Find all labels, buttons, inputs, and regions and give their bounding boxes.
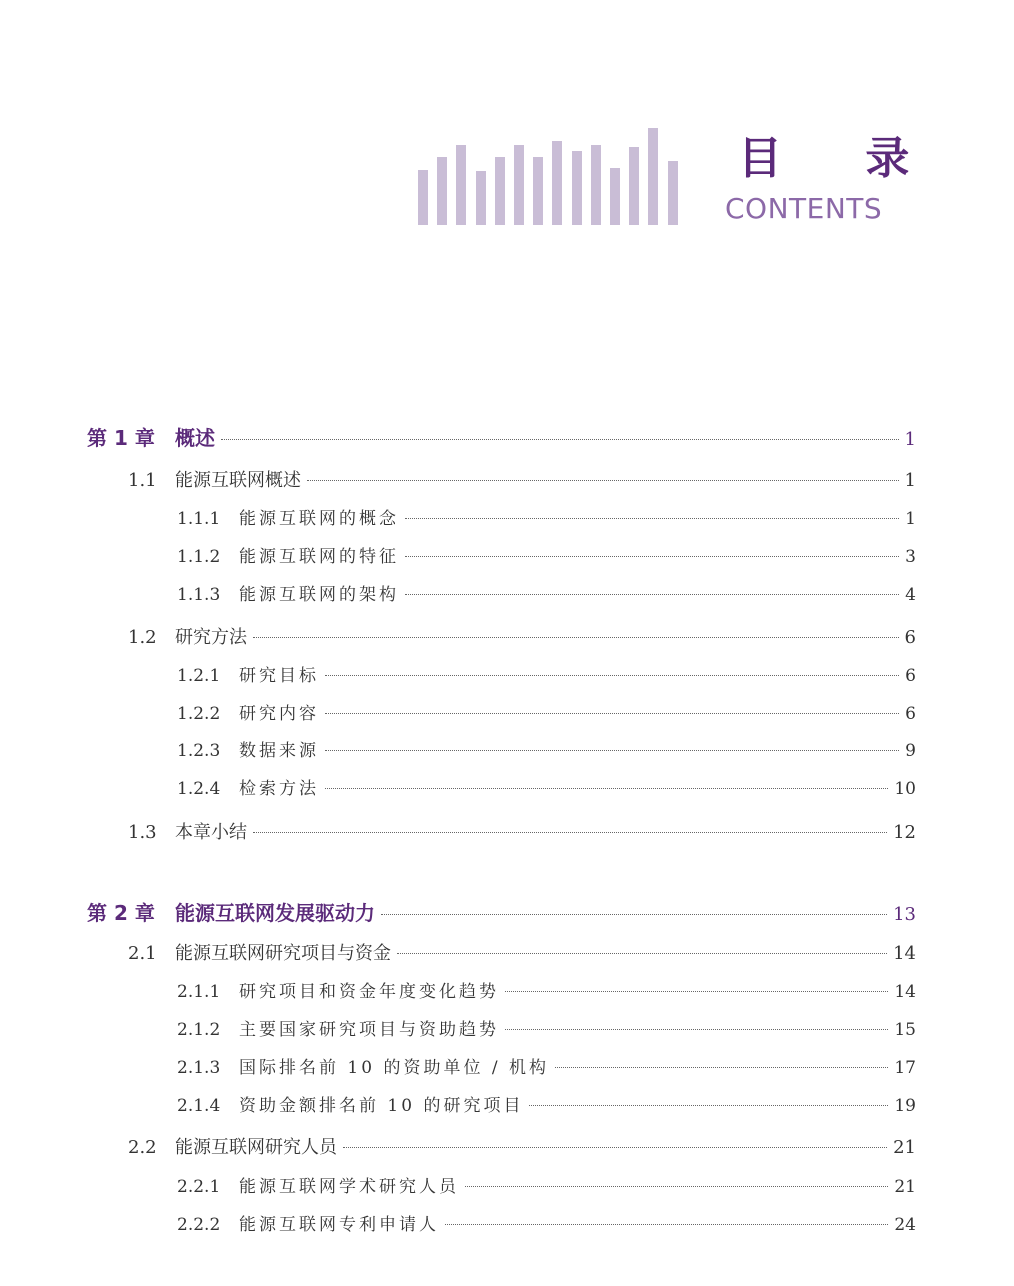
toc-title: 国际排名前 10 的资助单位 / 机构 <box>239 1058 549 1078</box>
toc-leader-dots <box>405 594 899 595</box>
page-subtitle: CONTENTS <box>725 192 883 225</box>
toc-page-number: 9 <box>905 741 916 761</box>
toc-number: 1.3 <box>128 822 157 843</box>
toc-leader-dots <box>505 991 888 992</box>
toc-leader-dots <box>307 480 899 481</box>
toc-number: 1.1 <box>128 470 157 491</box>
toc-sub[interactable] <box>177 774 916 799</box>
toc-chapter[interactable] <box>87 897 916 926</box>
toc-number: 1.2.3 <box>177 741 221 761</box>
toc-number: 1.1.3 <box>177 585 221 605</box>
toc-page-number: 1 <box>904 429 916 450</box>
toc-page-number: 1 <box>905 509 916 529</box>
toc-section[interactable] <box>128 939 916 965</box>
toc-page-number: 12 <box>893 822 916 843</box>
decorative-bar <box>648 128 658 225</box>
toc-number: 2.2.2 <box>177 1215 221 1235</box>
toc-leader-dots <box>325 713 899 714</box>
toc-title: 概述 <box>175 426 215 450</box>
page-title: 目 录 <box>738 133 944 184</box>
toc-title: 能源互联网的架构 <box>239 585 399 605</box>
toc-number: 1.2.4 <box>177 779 221 799</box>
toc-leader-dots <box>325 675 899 676</box>
decorative-bar <box>495 157 505 225</box>
toc-title: 能源互联网的特征 <box>239 547 399 567</box>
toc-page-number: 1 <box>904 470 916 491</box>
toc-title: 研究目标 <box>239 666 319 686</box>
toc-number: 第 2 章 <box>87 901 155 925</box>
toc-leader-dots <box>325 788 888 789</box>
toc-page-number: 6 <box>905 704 916 724</box>
decorative-bar <box>456 145 466 225</box>
toc-leader-dots <box>381 914 887 915</box>
decorative-bar <box>418 170 428 225</box>
decorative-bar <box>533 157 543 225</box>
toc-page-number: 14 <box>893 943 916 964</box>
decorative-bar <box>610 168 620 225</box>
toc-page-number: 13 <box>893 904 916 925</box>
toc-title: 研究项目和资金年度变化趋势 <box>239 982 499 1002</box>
toc-section[interactable] <box>128 466 916 492</box>
toc-sub[interactable] <box>177 504 916 529</box>
toc-sub[interactable] <box>177 580 916 605</box>
toc-sub[interactable] <box>177 1210 916 1235</box>
toc-title: 本章小结 <box>175 822 247 843</box>
toc-title: 能源互联网发展驱动力 <box>175 901 375 925</box>
toc-page-number: 4 <box>905 585 916 605</box>
toc-page-number: 3 <box>905 547 916 567</box>
toc-sub[interactable] <box>177 1015 916 1040</box>
toc-chapter[interactable] <box>87 422 916 451</box>
toc-leader-dots <box>397 953 887 954</box>
toc-number: 1.1.2 <box>177 547 221 567</box>
decorative-bars <box>418 120 688 225</box>
toc-title: 数据来源 <box>239 741 319 761</box>
toc-number: 2.1 <box>128 943 157 964</box>
toc-number: 1.1.1 <box>177 509 221 529</box>
toc-title: 能源互联网概述 <box>175 470 301 491</box>
toc-leader-dots <box>253 832 887 833</box>
toc-page-number: 21 <box>893 1137 916 1158</box>
toc-page-number: 10 <box>894 779 916 799</box>
toc-leader-dots <box>253 637 899 638</box>
decorative-bar <box>476 171 486 225</box>
decorative-bar <box>572 151 582 225</box>
toc-page-number: 6 <box>904 627 916 648</box>
toc-page-number: 6 <box>905 666 916 686</box>
toc-number: 2.1.3 <box>177 1058 221 1078</box>
toc-sub[interactable] <box>177 736 916 761</box>
toc-leader-dots <box>405 556 899 557</box>
toc-sub[interactable] <box>177 1091 916 1116</box>
toc-leader-dots <box>325 750 899 751</box>
toc-page-number: 17 <box>894 1058 916 1078</box>
toc-section[interactable] <box>128 623 916 649</box>
decorative-bar <box>668 161 678 225</box>
toc-number: 2.1.1 <box>177 982 221 1002</box>
toc-number: 1.2 <box>128 627 157 648</box>
toc-number: 1.2.2 <box>177 704 221 724</box>
toc-page-number: 15 <box>894 1020 916 1040</box>
toc-page-number: 21 <box>894 1177 916 1197</box>
decorative-bar <box>552 141 562 225</box>
toc-title: 资助金额排名前 10 的研究项目 <box>239 1096 524 1116</box>
toc-title: 检索方法 <box>239 779 319 799</box>
toc-sub[interactable] <box>177 977 916 1002</box>
toc-title: 能源互联网研究人员 <box>175 1137 337 1158</box>
toc-title: 能源互联网专利申请人 <box>239 1215 439 1235</box>
decorative-bar <box>591 145 601 225</box>
toc-leader-dots <box>555 1067 888 1068</box>
toc-title: 研究内容 <box>239 704 319 724</box>
toc-title: 能源互联网研究项目与资金 <box>175 943 391 964</box>
toc-number: 2.1.4 <box>177 1096 221 1116</box>
toc-number: 2.2.1 <box>177 1177 221 1197</box>
toc-page-number: 24 <box>894 1215 916 1235</box>
toc-title: 研究方法 <box>175 627 247 648</box>
toc-leader-dots <box>221 439 899 440</box>
decorative-bar <box>629 147 639 225</box>
decorative-bar <box>437 157 447 225</box>
toc-title: 能源互联网学术研究人员 <box>239 1177 459 1197</box>
toc-sub[interactable] <box>177 1172 916 1197</box>
toc-sub[interactable] <box>177 699 916 724</box>
toc-number: 1.2.1 <box>177 666 221 686</box>
toc-title: 主要国家研究项目与资助趋势 <box>239 1020 499 1040</box>
toc-sub[interactable] <box>177 1053 916 1078</box>
toc-page-number: 14 <box>894 982 916 1002</box>
toc-sub[interactable] <box>177 542 916 567</box>
toc-section[interactable] <box>128 1133 916 1159</box>
toc-leader-dots <box>343 1147 887 1148</box>
toc-leader-dots <box>405 518 899 519</box>
decorative-bar <box>514 145 524 225</box>
toc-number: 第 1 章 <box>87 426 155 450</box>
toc-leader-dots <box>529 1105 888 1106</box>
toc-number: 2.1.2 <box>177 1020 221 1040</box>
toc-section[interactable] <box>128 818 916 844</box>
toc-number: 2.2 <box>128 1137 157 1158</box>
toc-leader-dots <box>465 1186 888 1187</box>
toc-sub[interactable] <box>177 661 916 686</box>
toc-title: 能源互联网的概念 <box>239 509 399 529</box>
toc-page-number: 19 <box>894 1096 916 1116</box>
toc-leader-dots <box>445 1224 888 1225</box>
toc-leader-dots <box>505 1029 888 1030</box>
